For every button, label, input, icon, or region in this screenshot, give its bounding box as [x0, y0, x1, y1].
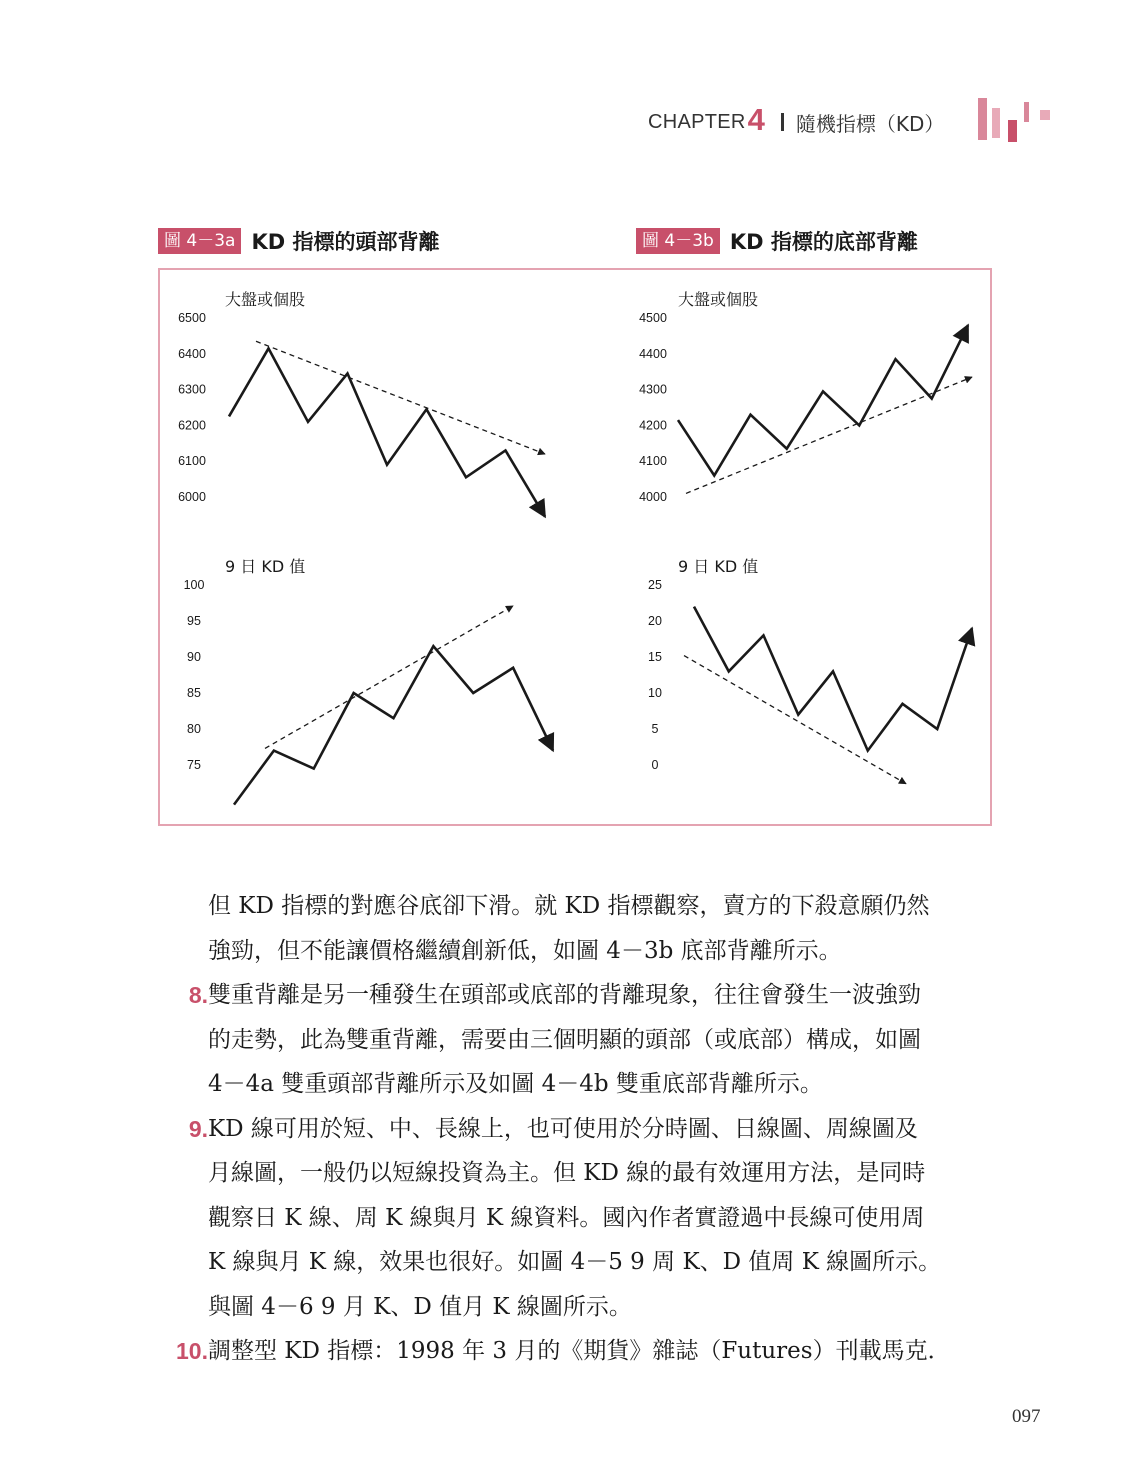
- figure-badge-a: 圖 4－3a: [158, 228, 241, 254]
- trend-line: [684, 656, 906, 784]
- y-tick-label: 80: [187, 722, 201, 736]
- series-line: [678, 325, 968, 475]
- item-number: 8.: [188, 982, 208, 1008]
- chapter-title: 隨機指標（KD）: [795, 111, 945, 136]
- y-tick-label: 10: [648, 686, 662, 700]
- list-item: [170, 1329, 1000, 1374]
- figure-badge-b: 圖 4－3b: [636, 228, 720, 254]
- y-tick-label: 85: [187, 686, 201, 700]
- text-line: 強勁，但不能讓價格繼續創新低，如圖 4－3b 底部背離所示。: [208, 937, 842, 964]
- y-tick-label: 5: [651, 722, 659, 736]
- y-tick-label: 6300: [178, 382, 206, 397]
- figure-title-b: KD 指標的底部背離: [729, 230, 918, 254]
- y-tick-label: 100: [183, 578, 205, 592]
- text-line: K 線與月 K 線，效果也很好。如圖 4－5 9 周 K、D 值周 K 線圖所示。: [208, 1249, 942, 1275]
- trend-line: [686, 377, 972, 493]
- chapter-number: 4: [747, 102, 765, 137]
- text-line: 觀察日 K 線、周 K 線與月 K 線資料。國內作者實證過中長線可使用周: [208, 1204, 925, 1231]
- list-item: [170, 973, 1000, 1107]
- text-line: 雙重背離是另一種發生在頭部或底部的背離現象，往往會發生一波強勁: [208, 982, 921, 1008]
- text-line: 月線圖，一般仍以短線投資為主。但 KD 線的最有效運用方法，是同時: [208, 1160, 926, 1186]
- item-number: 10.: [176, 1338, 208, 1364]
- trend-line: [256, 341, 545, 454]
- chart-title: 9 日 KD 值: [225, 557, 306, 576]
- y-tick-label: 95: [187, 614, 201, 628]
- text-line: 與圖 4－6 9 月 K、D 值月 K 線圖所示。: [208, 1293, 632, 1320]
- y-tick-label: 4300: [639, 382, 667, 397]
- trend-line: [265, 606, 513, 749]
- list-item: [170, 1107, 1000, 1330]
- chart-title: 大盤或個股: [225, 290, 306, 309]
- y-tick-label: 4500: [639, 311, 667, 325]
- y-tick-label: 15: [648, 650, 662, 664]
- y-tick-label: 4400: [639, 346, 667, 361]
- text-line: 的走勢，此為雙重背離，需要由三個明顯的頭部（或底部）構成，如圖: [208, 1026, 921, 1053]
- y-tick-label: 25: [648, 578, 662, 592]
- y-tick-label: 4200: [639, 418, 667, 433]
- y-tick-label: 6000: [178, 490, 206, 504]
- y-tick-label: 6400: [178, 346, 206, 361]
- series-line: [694, 607, 972, 751]
- item-number: 9.: [188, 1115, 208, 1142]
- y-tick-label: 4000: [639, 490, 667, 504]
- body-text: [170, 884, 1000, 1374]
- y-tick-label: 75: [187, 758, 201, 772]
- chapter-label: CHAPTER: [648, 110, 746, 133]
- y-tick-label: 6200: [178, 418, 206, 433]
- chart-title: 大盤或個股: [678, 290, 759, 309]
- text-line: 但 KD 指標的對應谷底卻下滑。就 KD 指標觀察，賣方的下殺意願仍然: [208, 893, 930, 919]
- figure-title-a: KD 指標的頭部背離: [251, 230, 440, 254]
- continuation-paragraph: [170, 884, 1000, 973]
- y-tick-label: 90: [187, 650, 201, 664]
- chart-title: 9 日 KD 值: [678, 557, 759, 576]
- series-line: [229, 348, 545, 516]
- y-tick-label: 20: [648, 614, 662, 628]
- text-line: 4－4a 雙重頭部背離所示及如圖 4－4b 雙重底部背離所示。: [208, 1071, 823, 1097]
- y-tick-label: 4100: [639, 454, 667, 469]
- y-tick-label: 6500: [178, 311, 206, 325]
- page-number: 097: [1012, 1406, 1041, 1427]
- series-line: [234, 646, 553, 804]
- y-tick-label: 6100: [178, 454, 206, 469]
- text-line: 調整型 KD 指標：1998 年 3 月的《期貨》雜誌（Futures）刊載馬克．: [208, 1338, 951, 1364]
- text-line: KD 線可用於短、中、長線上，也可使用於分時圖、日線圖、周線圖及: [208, 1115, 918, 1142]
- y-tick-label: 0: [651, 758, 659, 772]
